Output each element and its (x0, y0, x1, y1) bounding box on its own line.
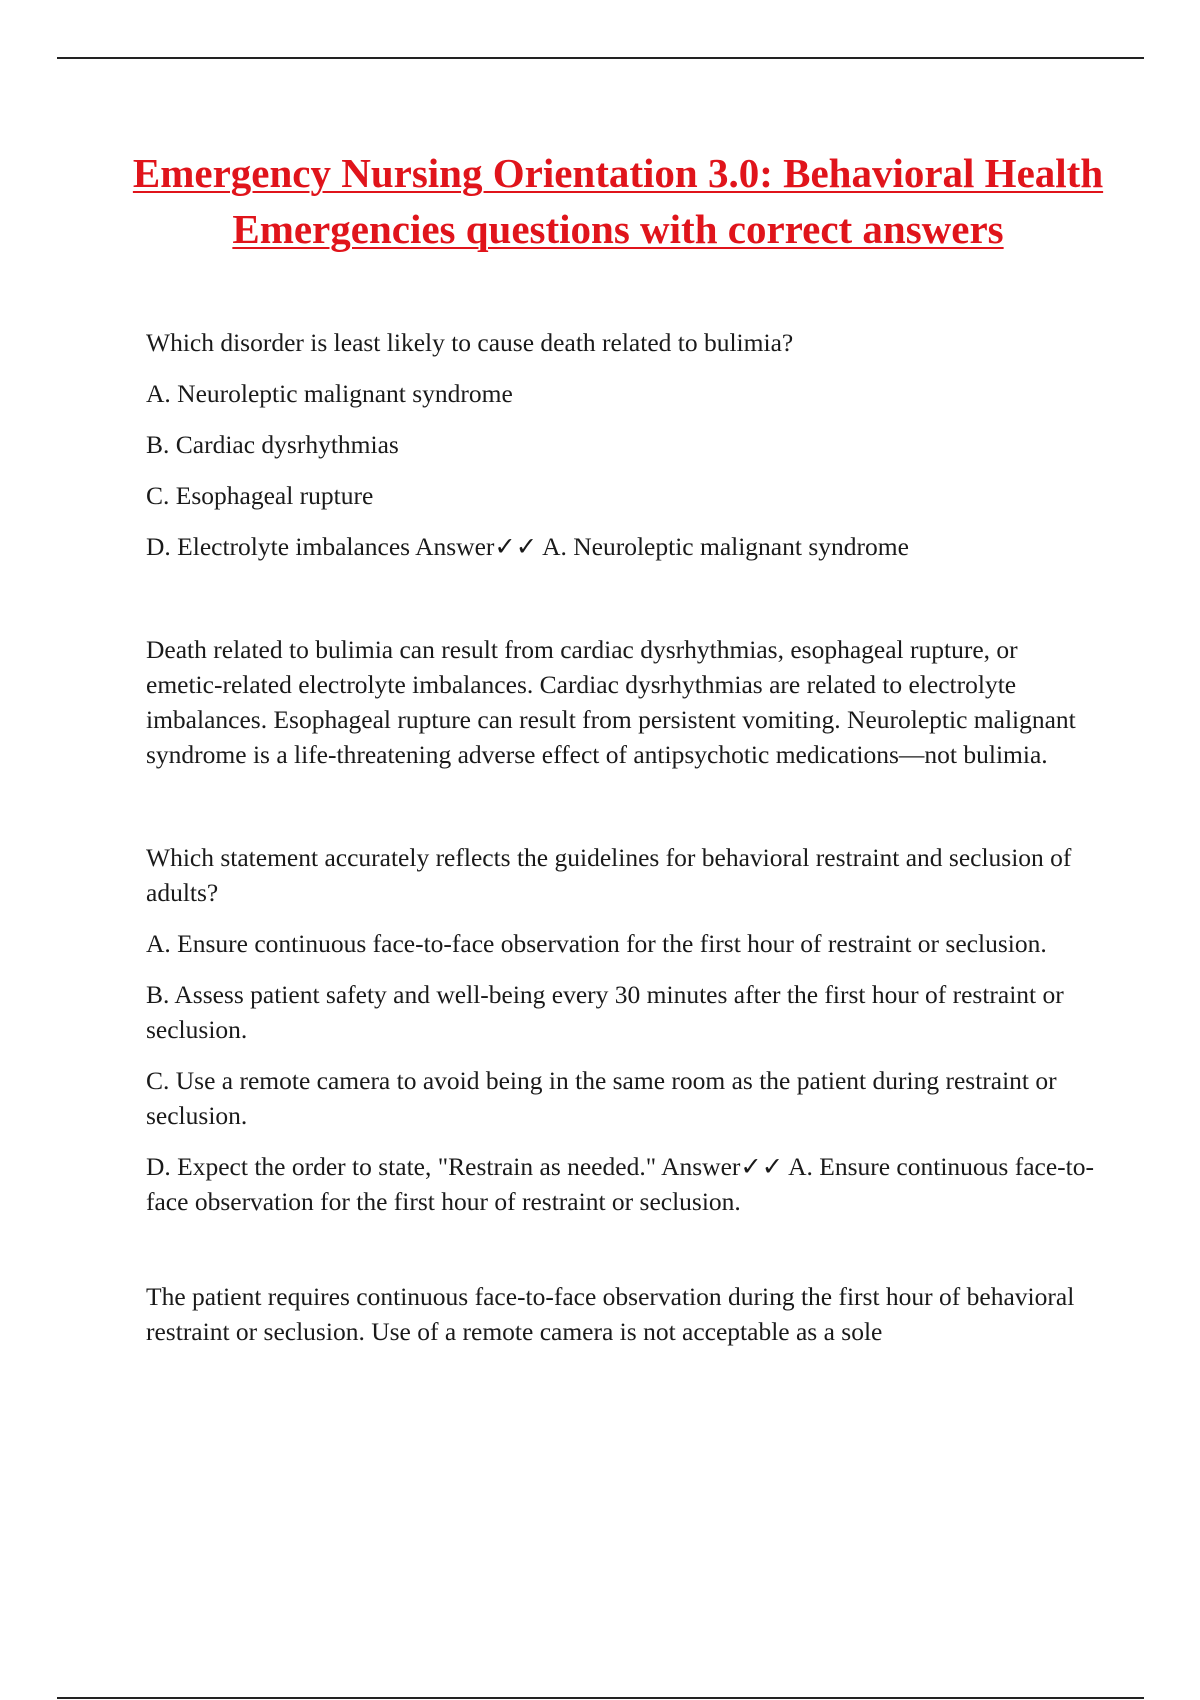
question-text: Which statement accurately reflects the guidelines for behavioral restraint and seclusion of adults? (146, 843, 1072, 907)
question-block-2 (146, 840, 1096, 1349)
top-rule (57, 57, 1144, 59)
bottom-rule (57, 1697, 1144, 1699)
document-body (146, 325, 1096, 1349)
spacer (146, 1235, 1096, 1279)
document-title: Emergency Nursing Orientation 3.0: Behavioral Health Emergencies questions with correct answers (132, 150, 1104, 252)
answer-option-d: D. Expect the order to state, "Restrain as needed." Answer✓✓ A. Ensure continuous face-to-face observation for the first hour of restraint or seclusion. (146, 1152, 1094, 1216)
spacer (146, 580, 1096, 632)
explanation-text: The patient requires continuous face-to-face observation during the first hour of behavioral restraint or seclusion. Use of a remote camera is not acceptable as a sole (146, 1282, 1075, 1346)
answer-option-c: C. Esophageal rupture (146, 481, 374, 510)
question-text: Which disorder is least likely to cause death related to bulimia? (146, 328, 794, 357)
answer-option-a: A. Ensure continuous face-to-face observation for the first hour of restraint or seclusion. (146, 929, 1047, 958)
spacer (146, 772, 1096, 824)
answer-option-b: B. Assess patient safety and well-being every 30 minutes after the first hour of restraint or seclusion. (146, 980, 1064, 1044)
answer-option-d: D. Electrolyte imbalances Answer✓✓ A. Neuroleptic malignant syndrome (146, 532, 909, 561)
answer-option-c: C. Use a remote camera to avoid being in the same room as the patient during restraint or seclusion. (146, 1066, 1057, 1130)
question-block-1 (146, 325, 1096, 772)
explanation-text: Death related to bulimia can result from cardiac dysrhythmias, esophageal rupture, or emetic-related electrolyte imbalances. Cardiac dysrhythmias are related to electrolyte imbalances. Esophageal rupture can result from persistent vomiting. Neuroleptic malignant syndrome is a life-threatening adverse effect of antipsychotic medications—not bulimia. (146, 635, 1076, 769)
answer-option-b: B. Cardiac dysrhythmias (146, 430, 399, 459)
answer-option-a: A. Neuroleptic malignant syndrome (146, 379, 513, 408)
